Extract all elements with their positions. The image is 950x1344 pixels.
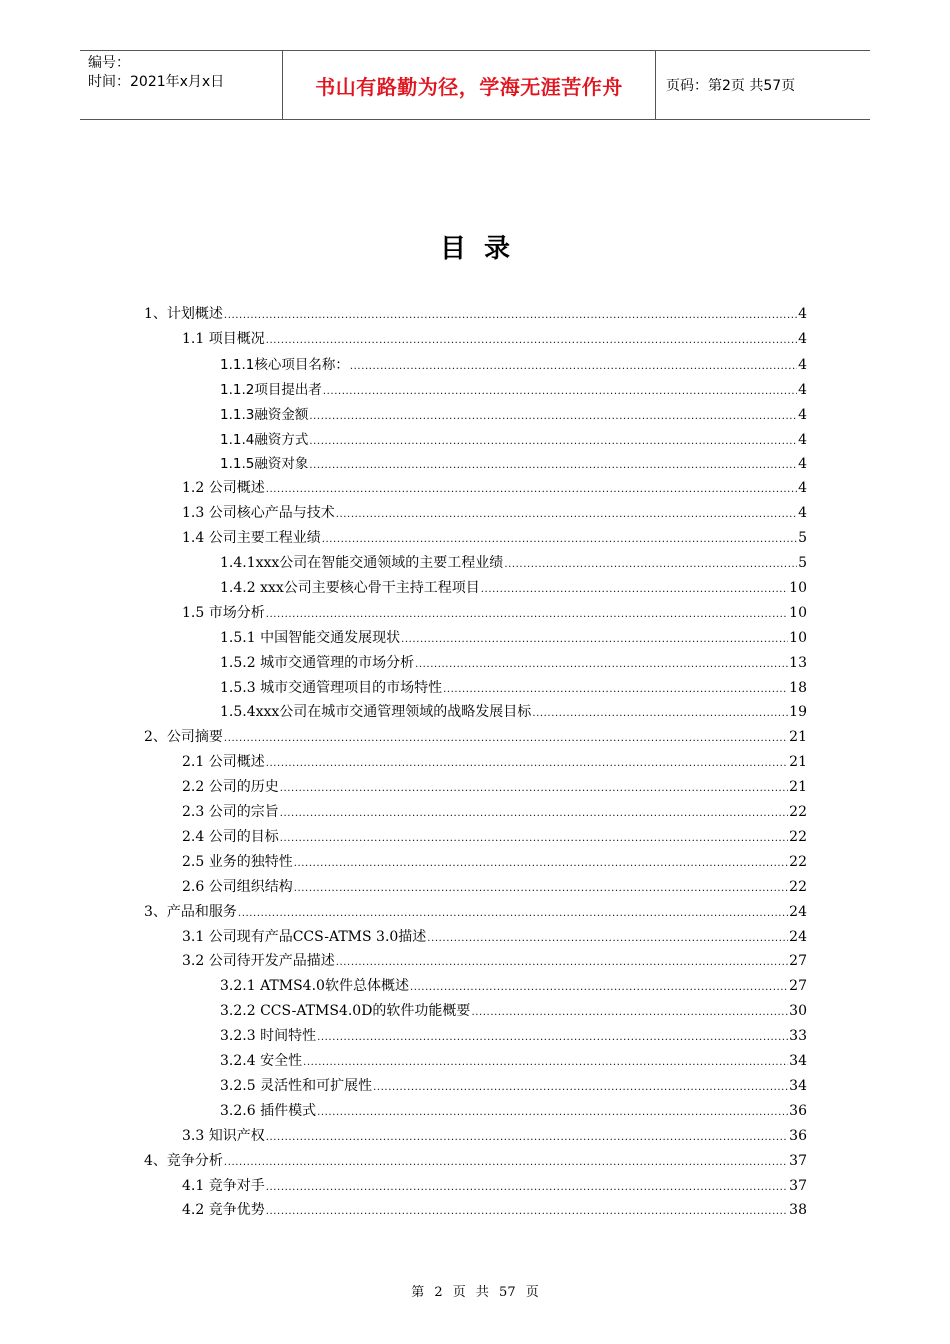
toc-entry-label: 3.1 公司现有产品CCS-ATMS 3.0描述 <box>182 928 427 945</box>
toc-dot-leader <box>415 659 788 670</box>
toc-entry[interactable] <box>182 926 807 950</box>
toc-dot-leader <box>238 908 788 919</box>
toc-entry-page: 13 <box>789 654 807 671</box>
toc-entry-page: 37 <box>789 1177 807 1194</box>
toc-entry-label: 3.3 知识产权 <box>182 1127 265 1144</box>
header-page-info: 页码：第2页 共57页 <box>666 78 796 94</box>
toc-entry-page: 37 <box>789 1152 807 1169</box>
toc-dot-leader <box>266 1206 788 1217</box>
toc-dot-leader <box>443 684 788 695</box>
toc-entry-label: 1.1 项目概况 <box>182 330 265 347</box>
header-meta <box>80 51 282 119</box>
toc-entry[interactable] <box>220 1025 807 1049</box>
toc-entry-page: 27 <box>789 953 807 970</box>
toc-entry[interactable] <box>220 1075 807 1099</box>
toc-entry-page: 21 <box>789 729 807 746</box>
toc-entry-label: 1.1.2项目提出者 <box>220 381 322 398</box>
toc-dot-leader <box>266 609 788 620</box>
toc-entry-page: 4 <box>798 356 807 373</box>
toc-entry-label: 1.2 公司概述 <box>182 480 265 497</box>
toc-entry-page: 18 <box>789 679 807 696</box>
toc-entry[interactable] <box>220 1000 807 1024</box>
toc-entry-label: 1.1.4融资方式 <box>220 431 309 448</box>
toc-entry-page: 34 <box>789 1077 807 1094</box>
header-number-label: 编号： <box>88 55 130 71</box>
toc-entry-page: 4 <box>798 330 807 347</box>
toc-dot-leader <box>266 335 797 346</box>
toc-entry[interactable] <box>182 328 807 352</box>
toc-entry[interactable] <box>182 876 807 900</box>
toc-entry[interactable] <box>182 751 807 775</box>
toc-entry[interactable] <box>182 477 807 501</box>
toc-entry-page: 10 <box>789 604 807 621</box>
toc-dot-leader <box>401 634 788 645</box>
toc-entry-page: 10 <box>789 579 807 596</box>
toc-dot-leader <box>373 1082 788 1093</box>
toc-dot-leader <box>266 1132 788 1143</box>
toc-entry[interactable] <box>144 303 807 327</box>
toc-entry-label: 4、竞争分析 <box>144 1152 223 1169</box>
toc-entry-page: 22 <box>789 853 807 870</box>
toc-dot-leader <box>309 411 797 422</box>
toc-dot-leader <box>224 310 797 321</box>
toc-entry[interactable] <box>220 1100 807 1124</box>
toc-entry-page: 24 <box>789 903 807 920</box>
toc-entry-label: 2.1 公司概述 <box>182 754 265 771</box>
header-motto: 书山有路勤为径，学海无涯苦作舟 <box>282 51 656 119</box>
toc-entry[interactable] <box>220 452 807 476</box>
toc-entry-label: 3.2.5 灵活性和可扩展性 <box>220 1077 373 1094</box>
toc-entry[interactable] <box>220 577 807 601</box>
toc-entry[interactable] <box>182 1199 807 1223</box>
toc-entry-page: 33 <box>789 1028 807 1045</box>
toc-entry[interactable] <box>144 726 807 750</box>
toc-entry[interactable] <box>182 602 807 626</box>
toc-entry[interactable] <box>182 776 807 800</box>
toc-entry-label: 1.3 公司核心产品与技术 <box>182 505 335 522</box>
toc-entry-page: 4 <box>798 306 807 322</box>
toc-entry[interactable] <box>182 502 807 526</box>
toc-entry-page: 4 <box>798 456 807 473</box>
toc-dot-leader <box>280 833 788 844</box>
toc-entry-page: 36 <box>789 1127 807 1144</box>
toc-entry-label: 2.2 公司的历史 <box>182 779 279 796</box>
toc-entry-label: 1.5.1 中国智能交通发展现状 <box>220 629 401 646</box>
toc-dot-leader <box>322 534 797 545</box>
toc-entry-label: 3.2.6 插件模式 <box>220 1102 317 1119</box>
toc-entry[interactable] <box>182 826 807 850</box>
toc-entry-page: 22 <box>789 878 807 895</box>
toc-entry-label: 1.1.3融资金额 <box>220 406 309 423</box>
toc-dot-leader <box>266 484 797 495</box>
toc-entry-label: 1.5.3 城市交通管理项目的市场特性 <box>220 679 443 696</box>
header-date-label: 时间：2021年x月x日 <box>88 74 225 90</box>
toc-entry-page: 4 <box>798 406 807 423</box>
page-header <box>80 50 870 120</box>
toc-dot-leader <box>224 1157 788 1168</box>
toc-entry-label: 1.4.1xxx公司在智能交通领域的主要工程业绩 <box>220 555 504 571</box>
toc-entry-label: 1.5 市场分析 <box>182 604 265 621</box>
toc-entry-label: 2.5 业务的独特性 <box>182 853 293 870</box>
toc-dot-leader <box>266 1182 788 1193</box>
toc-dot-leader <box>336 509 797 520</box>
toc-entry-label: 1.1.5融资对象 <box>220 456 309 473</box>
toc-entry[interactable] <box>182 1125 807 1149</box>
toc-entry-label: 1.5.2 城市交通管理的市场分析 <box>220 654 415 671</box>
toc-entry[interactable] <box>144 901 807 925</box>
toc-dot-leader <box>309 436 797 447</box>
toc-entry-label: 3.2.2 CCS-ATMS4.0D的软件功能概要 <box>220 1003 471 1020</box>
toc-entry[interactable] <box>220 428 807 452</box>
toc-entry-label: 3.2 公司待开发产品描述 <box>182 953 335 970</box>
toc-entry-label: 4.1 竞争对手 <box>182 1177 265 1194</box>
toc-entry-label: 2.3 公司的宗旨 <box>182 804 279 820</box>
toc-entry[interactable] <box>220 652 807 676</box>
toc-dot-leader <box>309 460 797 471</box>
page-footer: 第 2 页 共 57 页 <box>411 1285 539 1300</box>
toc-dot-leader <box>323 386 797 397</box>
toc-entry-label: 1.5.4xxx公司在城市交通管理领域的战略发展目标 <box>220 704 532 721</box>
toc-dot-leader <box>294 883 788 894</box>
toc-entry-page: 5 <box>798 555 807 571</box>
toc-entry-page: 5 <box>798 530 807 547</box>
toc-dot-leader <box>427 933 788 944</box>
toc-entry-page: 22 <box>789 828 807 845</box>
toc-entry-label: 3.2.4 安全性 <box>220 1053 303 1069</box>
toc-entry-label: 2、公司摘要 <box>144 729 223 746</box>
toc-entry-label: 1.4 公司主要工程业绩 <box>182 530 321 547</box>
toc-entry-page: 19 <box>789 704 807 721</box>
toc-entry-label: 1.4.2 xxx公司主要核心骨干主持工程项目 <box>220 579 480 596</box>
toc-entry-page: 36 <box>789 1102 807 1119</box>
toc-dot-leader <box>280 783 788 794</box>
toc-dot-leader <box>303 1057 788 1068</box>
toc-dot-leader <box>532 708 788 719</box>
toc-entry-page: 4 <box>798 381 807 398</box>
toc-entry-page: 4 <box>798 431 807 448</box>
toc-entry-label: 1.1.1核心项目名称： <box>220 356 349 373</box>
toc-dot-leader <box>410 982 788 993</box>
toc-dot-leader <box>481 584 788 595</box>
toc-entry-page: 22 <box>789 804 807 820</box>
toc-dot-leader <box>471 1007 788 1018</box>
toc-dot-leader <box>504 559 797 570</box>
toc-entry[interactable] <box>220 378 807 402</box>
toc-entry-page: 38 <box>789 1202 807 1219</box>
toc-entry-page: 24 <box>789 928 807 945</box>
toc-entry[interactable] <box>182 851 807 875</box>
toc-entry[interactable] <box>220 552 807 576</box>
toc-entry-label: 1、计划概述 <box>144 306 223 322</box>
page-title: 目录 <box>439 234 528 264</box>
toc-dot-leader <box>280 808 788 819</box>
toc-entry-page: 4 <box>798 505 807 522</box>
toc-dot-leader <box>224 733 788 744</box>
toc-entry-label: 2.6 公司组织结构 <box>182 878 293 895</box>
toc-entry-page: 30 <box>789 1003 807 1020</box>
toc-entry-label: 4.2 竞争优势 <box>182 1202 265 1219</box>
toc-entry-label: 3.2.3 时间特性 <box>220 1028 317 1045</box>
toc-dot-leader <box>317 1032 788 1043</box>
toc-entry[interactable] <box>182 1175 807 1199</box>
toc-dot-leader <box>266 758 788 769</box>
toc-entry-page: 27 <box>789 978 807 995</box>
toc-dot-leader <box>294 858 788 869</box>
toc-dot-leader <box>350 361 797 372</box>
toc-entry[interactable] <box>144 1150 807 1174</box>
toc-entry[interactable] <box>220 403 807 427</box>
toc-entry-label: 2.4 公司的目标 <box>182 828 279 845</box>
toc-entry-page: 4 <box>798 480 807 497</box>
toc-entry-page: 21 <box>789 779 807 796</box>
toc-entry[interactable] <box>220 677 807 701</box>
toc-entry-label: 3.2.1 ATMS4.0软件总体概述 <box>220 978 409 995</box>
toc-entry[interactable] <box>182 950 807 974</box>
toc-dot-leader <box>336 957 788 968</box>
toc-entry[interactable] <box>220 701 807 725</box>
toc-entry[interactable] <box>220 975 807 999</box>
toc-entry-page: 34 <box>789 1053 807 1069</box>
toc-entry[interactable] <box>182 527 807 551</box>
toc-entry[interactable] <box>220 353 807 377</box>
toc-entry[interactable] <box>182 801 807 825</box>
toc-entry[interactable] <box>220 627 807 651</box>
toc-entry-page: 10 <box>789 629 807 646</box>
toc-dot-leader <box>317 1107 788 1118</box>
toc-entry[interactable] <box>220 1050 807 1074</box>
toc-entry-page: 21 <box>789 754 807 771</box>
toc-entry-label: 3、产品和服务 <box>144 903 237 920</box>
